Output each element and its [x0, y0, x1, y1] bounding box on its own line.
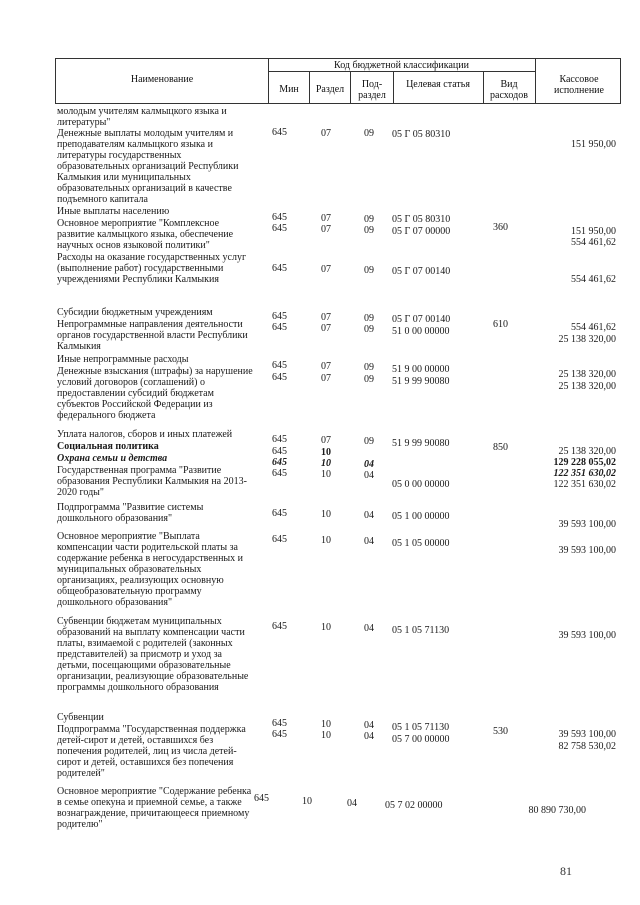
- row-name: Денежные взыскания (штрафы) за нарушение условий договоров (соглашений) о предоставлении субсидий бюджетам субъектов Российской Федерации из федерального бюджета: [57, 366, 253, 421]
- row-min: 645: [272, 534, 287, 545]
- row-razdel: 10: [321, 730, 331, 741]
- row-podrazdel: 04: [364, 623, 374, 634]
- row-name: Государственная программа "Развитие образования Республики Калмыкия на 2013-2020 годы": [57, 465, 247, 498]
- row-name: молодым учителям калмыцкого языка и литературы": [57, 106, 227, 128]
- row-razdel: 07: [321, 435, 331, 446]
- row-vid: 360: [493, 222, 508, 233]
- row-sum: 82 758 530,02: [558, 741, 616, 752]
- header-kassovoe: Кассовое исполнение: [554, 74, 604, 96]
- row-podrazdel: 04: [364, 510, 374, 521]
- row-razdel: 10: [321, 535, 331, 546]
- row-podrazdel: 04: [364, 731, 374, 742]
- row-min: 645: [272, 508, 287, 519]
- row-vid: 850: [493, 442, 508, 453]
- row-razdel: 10: [321, 469, 331, 480]
- row-min: 645: [272, 360, 287, 371]
- row-min: 645: [254, 793, 269, 804]
- row-podrazdel: 04: [364, 536, 374, 547]
- row-min: 645: [272, 457, 287, 468]
- row-podrazdel: 04: [364, 459, 374, 470]
- row-name: Основное мероприятие "Комплексное развитие калмыцкого языка, обеспечение научных основ языковой политики": [57, 218, 234, 251]
- row-min: 645: [272, 311, 287, 322]
- row-celevaya: 05 7 00 00000: [392, 734, 450, 745]
- row-razdel: 10: [321, 458, 331, 469]
- header-celevaya: Целевая статья: [406, 79, 470, 90]
- row-razdel: 07: [321, 213, 331, 224]
- page-number: 81: [560, 864, 572, 878]
- header-vid: Вид расходов: [490, 79, 528, 101]
- row-podrazdel: 09: [364, 214, 374, 225]
- row-podrazdel: 04: [364, 720, 374, 731]
- row-podrazdel: 09: [364, 436, 374, 447]
- row-razdel: 10: [321, 447, 331, 458]
- row-celevaya: 05 0 00 00000: [392, 479, 450, 490]
- header-divider: [483, 71, 484, 104]
- row-name: Иные непрограммные расходы: [57, 354, 189, 365]
- row-razdel: 07: [321, 312, 331, 323]
- row-sum: 129 228 055,02: [553, 457, 616, 468]
- row-name: Основное мероприятие "Содержание ребенка в семье опекуна и приемной семье, а также вознаграждение, причитающееся приемному родителю": [57, 786, 252, 830]
- row-podrazdel: 09: [364, 374, 374, 385]
- row-name: Иные выплаты населению: [57, 206, 170, 217]
- row-celevaya: 51 9 99 90080: [392, 376, 450, 387]
- row-podrazdel: 09: [364, 313, 374, 324]
- row-min: 645: [272, 127, 287, 138]
- row-celevaya: 05 1 05 00000: [392, 538, 450, 549]
- row-razdel: 07: [321, 264, 331, 275]
- row-celevaya: 05 Г 07 00000: [392, 226, 451, 237]
- row-vid: 530: [493, 726, 508, 737]
- row-celevaya: 51 9 00 00000: [392, 364, 450, 375]
- header-divider: [350, 71, 351, 104]
- row-sum: 39 593 100,00: [558, 519, 616, 530]
- header-code-group: Код бюджетной классификации: [334, 60, 469, 71]
- row-sum: 554 461,62: [571, 237, 616, 248]
- row-name: Непрограммные направления деятельности органов государственной власти Республики Калмыкия: [57, 319, 248, 352]
- row-sum: 554 461,62: [571, 274, 616, 285]
- row-sum: 151 950,00: [571, 139, 616, 150]
- row-name: Подпрограмма "Развитие системы дошкольного образования": [57, 502, 204, 524]
- row-celevaya: 05 7 02 00000: [385, 800, 443, 811]
- row-name: Подпрограмма "Государственная поддержка детей-сирот и детей, оставшихся без попечения родителей, лиц из числа детей-сирот и детей, оставшихся без попечения родителей": [57, 724, 246, 779]
- row-razdel: 07: [321, 224, 331, 235]
- row-celevaya: 05 Г 07 00140: [392, 266, 451, 277]
- row-sum: 39 593 100,00: [558, 630, 616, 641]
- row-celevaya: 05 Г 05 80310: [392, 129, 451, 140]
- row-celevaya: 51 9 99 90080: [392, 438, 450, 449]
- row-sum: 25 138 320,00: [558, 446, 616, 457]
- row-sum: 122 351 630,02: [553, 468, 616, 479]
- row-celevaya: 05 1 05 71130: [392, 722, 450, 733]
- row-sum: 39 593 100,00: [558, 545, 616, 556]
- row-vid: 610: [493, 319, 508, 330]
- row-sum: 25 138 320,00: [558, 381, 616, 392]
- row-min: 645: [272, 322, 287, 333]
- row-name: Субвенции бюджетам муниципальных образований на выплату компенсации части платы, взимаемой с родителей (законных представителей) за присмотр и уход за детьми, посещающими образовательные организации, реализующие образовательные программы дошкольного образования: [57, 616, 249, 693]
- row-celevaya: 05 1 00 00000: [392, 511, 450, 522]
- header-divider: [535, 58, 536, 104]
- header-min: Мин: [279, 84, 299, 95]
- row-celevaya: 05 Г 05 80310: [392, 214, 451, 225]
- row-razdel: 07: [321, 323, 331, 334]
- row-min: 645: [272, 468, 287, 479]
- header-name: Наименование: [130, 74, 194, 85]
- row-name: Субвенции: [57, 712, 104, 723]
- row-min: 645: [272, 372, 287, 383]
- row-sum: 122 351 630,02: [553, 479, 616, 490]
- row-podrazdel: 09: [364, 362, 374, 373]
- row-sum: 554 461,62: [571, 322, 616, 333]
- header-divider: [393, 71, 394, 104]
- row-name: Расходы на оказание государственных услуг (выполнение работ) государственными учреждениями Республики Калмыкия: [57, 252, 247, 285]
- row-podrazdel: 04: [347, 798, 357, 809]
- row-sum: 39 593 100,00: [558, 729, 616, 740]
- row-celevaya: 05 1 05 71130: [392, 625, 450, 636]
- row-min: 645: [272, 223, 287, 234]
- row-podrazdel: 09: [364, 265, 374, 276]
- row-podrazdel: 09: [364, 225, 374, 236]
- row-name: Основное мероприятие "Выплата компенсации части родительской платы за содержание ребенка в негосударственных и муниципальных образовательных организациях, реализующих основную общеобразовательную программу дошкольного образования": [57, 531, 243, 608]
- row-min: 645: [272, 621, 287, 632]
- row-name: Уплата налогов, сборов и иных платежей: [57, 429, 233, 440]
- row-razdel: 10: [321, 719, 331, 730]
- row-min: 645: [272, 263, 287, 274]
- row-min: 645: [272, 718, 287, 729]
- row-razdel: 07: [321, 373, 331, 384]
- header-podrazdel: Под-раздел: [358, 79, 386, 101]
- row-razdel: 10: [321, 622, 331, 633]
- row-podrazdel: 04: [364, 470, 374, 481]
- row-razdel: 10: [321, 509, 331, 520]
- row-min: 645: [272, 434, 287, 445]
- row-sum: 25 138 320,00: [558, 369, 616, 380]
- row-min: 645: [272, 446, 287, 457]
- row-min: 645: [272, 729, 287, 740]
- row-razdel: 07: [321, 128, 331, 139]
- row-min: 645: [272, 212, 287, 223]
- row-sum: 25 138 320,00: [558, 334, 616, 345]
- row-name: Денежные выплаты молодым учителям и преподавателям калмыцкого языка и литературы государственных образовательных организаций Республики Калмыкия или муниципальных образовательных организаций в качестве подъемного капитала: [57, 128, 239, 205]
- row-name: Охрана семьи и детства: [57, 453, 168, 464]
- row-razdel: 07: [321, 361, 331, 372]
- row-name: Социальная политика: [57, 441, 159, 452]
- row-celevaya: 51 0 00 00000: [392, 326, 450, 337]
- row-celevaya: 05 Г 07 00140: [392, 314, 451, 325]
- row-podrazdel: 09: [364, 128, 374, 139]
- row-sum: 151 950,00: [571, 226, 616, 237]
- row-sum: 80 890 730,00: [528, 805, 586, 816]
- row-podrazdel: 09: [364, 324, 374, 335]
- row-name: Субсидии бюджетным учреждениям: [57, 307, 213, 318]
- header-razdel: Раздел: [315, 84, 345, 95]
- row-razdel: 10: [302, 796, 312, 807]
